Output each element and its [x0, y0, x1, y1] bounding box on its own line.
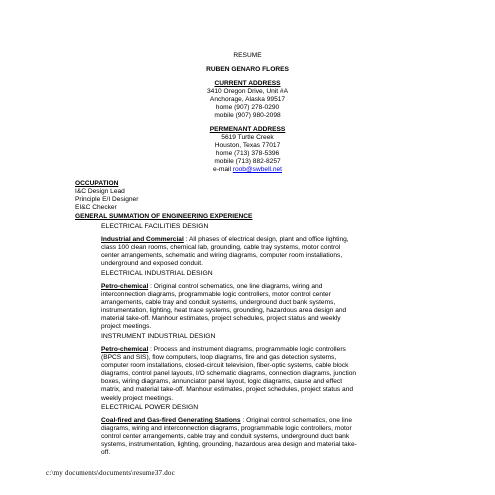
paragraph-line: boxes, wiring diagrams, annunciator panel layout, logic diagrams, cause and effect [101, 378, 343, 386]
paragraph-line: underground and exposed conduit. [101, 260, 203, 268]
section-lead: Petro-chemical [101, 283, 149, 290]
paragraph-line: interconnection diagrams, programmable logic controllers, motor control center [101, 291, 331, 299]
section-title: ELECTRICAL FACILITIES DESIGN [101, 223, 209, 230]
permanent-address-line: Houston, Texas 77017 [214, 142, 281, 149]
file-path-footer: c:\my documents\documents\resume37.doc [46, 469, 175, 477]
email-line [0, 166, 495, 174]
paragraph-line: : Original control schematics, one line diagrams, wiring and [148, 283, 323, 290]
current-address-line: 3410 Oregon Drive, Unit #A [207, 88, 288, 95]
section-title: ELECTRICAL INDUSTRIAL DESIGN [101, 270, 213, 277]
paragraph-line: diagrams, control panel layouts, I/O schematic diagrams, connection diagrams, junction [101, 370, 357, 378]
document-title: RESUME [233, 52, 262, 59]
applicant-name: RUBEN GENARO FLORES [206, 66, 289, 73]
permanent-address-line: 5619 Turtle Creek [221, 134, 274, 141]
paragraph-line: weekly project meetings. [101, 394, 174, 402]
paragraph-line: : Original control schematics, one line [240, 417, 353, 424]
section-title: INSTRUMENT INDUSTRIAL DESIGN [101, 333, 216, 340]
paragraph-line: systems, instrumentation, lighting, grounding, hazardous area design and material take- [101, 441, 357, 449]
paragraph-line: : Process and instrument diagrams, programmable logic controllers [148, 346, 346, 353]
email-link[interactable]: roob@swbell.net [232, 166, 282, 173]
paragraph-line: project meetings. [101, 323, 152, 331]
current-address-line: Anchorage, Alaska 99517 [209, 96, 286, 103]
section-paragraph [101, 283, 421, 332]
permanent-address-heading: PERMENANT ADDRESS [209, 126, 286, 133]
paragraph-line: computer room installations, closed-circuit television, fiber-optic systems, cable block [101, 362, 349, 370]
paragraph-line: off. [101, 449, 111, 457]
section-lead: Petro-chemical [101, 346, 149, 353]
permanent-address-line: mobile (713) 882-8257 [214, 158, 281, 165]
current-address-line: home (907) 278-0290 [215, 104, 280, 111]
current-address-heading: CURRENT ADDRESS [214, 80, 281, 87]
summation-heading: GENERAL SUMMATION OF ENGINEERING EXPERIENCE [75, 213, 253, 220]
section-lead: Industrial and Commercial [101, 236, 184, 243]
section-paragraph [101, 417, 421, 457]
section-title: ELECTRICAL POWER DESIGN [101, 404, 199, 411]
section-paragraph [101, 236, 421, 268]
occupation-item: EI&C Checker [75, 204, 117, 211]
occupation-item: Principle E/I Designer [75, 196, 139, 203]
occupation-heading: OCCUPATION [75, 180, 119, 187]
occupation-item: I&C Design Lead [75, 188, 125, 195]
paragraph-line: arrangements, cable tray and conduit systems, underground duct bank systems, [101, 299, 336, 307]
paragraph-line: control center arrangements, cable tray and conduit systems, underground duct bank [101, 433, 350, 441]
paragraph-line: diagrams, wiring and interconnection diagrams, programmable logic controllers, motor [101, 425, 352, 433]
paragraph-line: class 100 clean rooms, chemical lab, grounding, cable tray systems, motor control [101, 244, 341, 252]
paragraph-line: : All phases of electrical design, plant and office lighting, [183, 236, 349, 243]
paragraph-line: center arrangements, schematic and wiring diagrams, computer room installations, [101, 252, 343, 260]
permanent-address-line: home (713) 378-5396 [215, 150, 280, 157]
current-address-line: mobile (907) 980-2098 [214, 112, 281, 119]
section-paragraph [101, 346, 421, 403]
email-label: e-mail [212, 166, 231, 173]
paragraph-line: instrumentation, lighting, heat trace systems, grounding, hazardous area design and [101, 307, 347, 315]
paragraph-line: (BPCS and SIS), flow computers, loop diagrams, fire and gas detection systems, [101, 354, 337, 362]
paragraph-line: material take-off. Manhour estimates, project schedules, project status and weekly [101, 315, 341, 323]
paragraph-line: matrix, and material take-off. Manhour estimates, project schedules, project status and [101, 386, 354, 394]
section-lead: Coal-fired and Gas-fired Generating Stations [101, 417, 241, 424]
